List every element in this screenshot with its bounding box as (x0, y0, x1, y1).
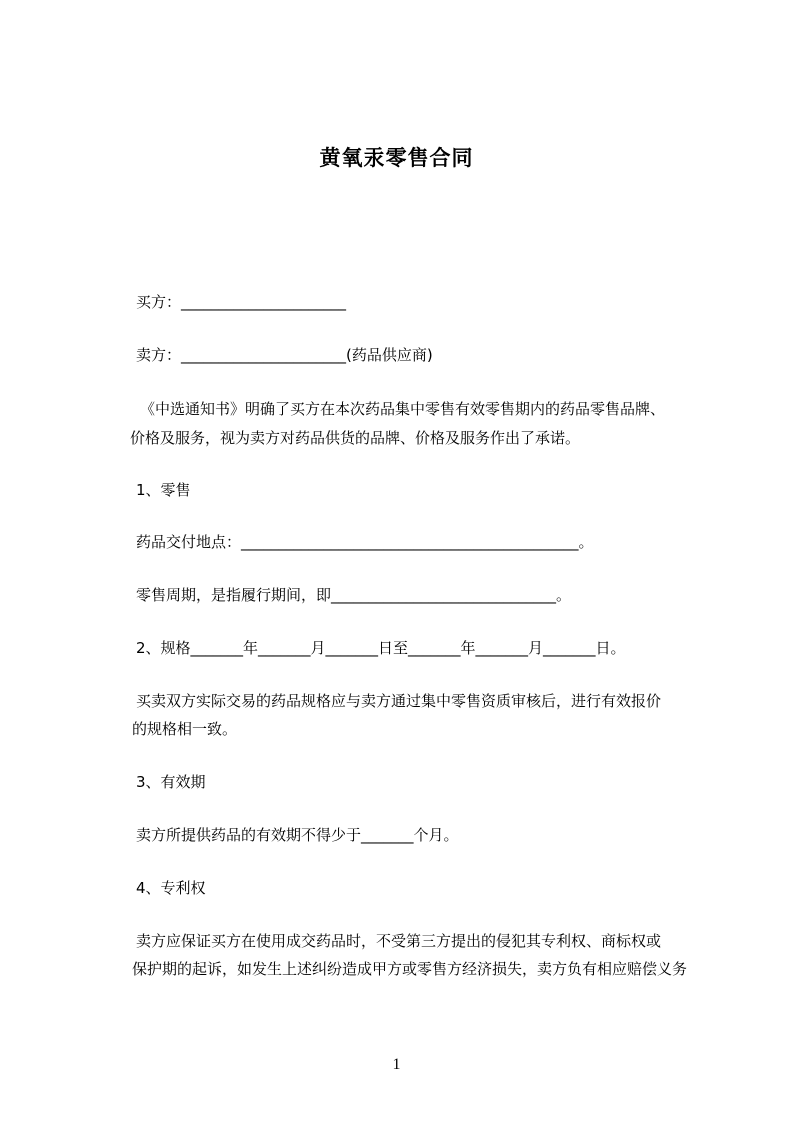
patent-paragraph-line-2: 保护期的起诉，如发生上述纠纷造成甲方或零售方经济损失，卖方负有相应赔偿义务 (132, 960, 688, 978)
section-2-heading: 2、规格_______年_______月_______日至_______年_______月_______日。 (136, 639, 626, 657)
page-number: 1 (392, 1056, 401, 1073)
specification-paragraph-line-2: 的规格相一致。 (132, 720, 238, 738)
specification-paragraph-line-1: 买卖双方实际交易的药品规格应与卖方通过集中零售资质审核后，进行有效报价 (136, 692, 662, 710)
section-3-heading: 3、有效期 (136, 773, 206, 791)
buyer-line: 买方：______________________ (136, 293, 347, 311)
intro-paragraph-line-1: 《中选通知书》明确了买方在本次药品集中零售有效零售期内的药品零售品牌、 (140, 400, 666, 418)
document-title: 黄氧汞零售合同 (319, 146, 474, 170)
intro-paragraph-line-2: 价格及服务，视为卖方对药品供货的品牌、价格及服务作出了承诺。 (130, 429, 581, 447)
seller-line: 卖方：______________________(药品供应商) (136, 346, 433, 364)
section-1-heading: 1、零售 (136, 481, 191, 499)
delivery-location-line: 药品交付地点：_____________________________________________。 (136, 533, 594, 551)
validity-period-line: 卖方所提供药品的有效期不得少于_______个月。 (136, 826, 459, 844)
patent-paragraph-line-1: 卖方应保证买方在使用成交药品时，不受第三方提出的侵犯其专利权、商标权或 (136, 932, 662, 950)
retail-period-line: 零售周期，是指履行期间，即______________________________。 (136, 586, 572, 604)
section-4-heading: 4、专利权 (136, 879, 206, 897)
